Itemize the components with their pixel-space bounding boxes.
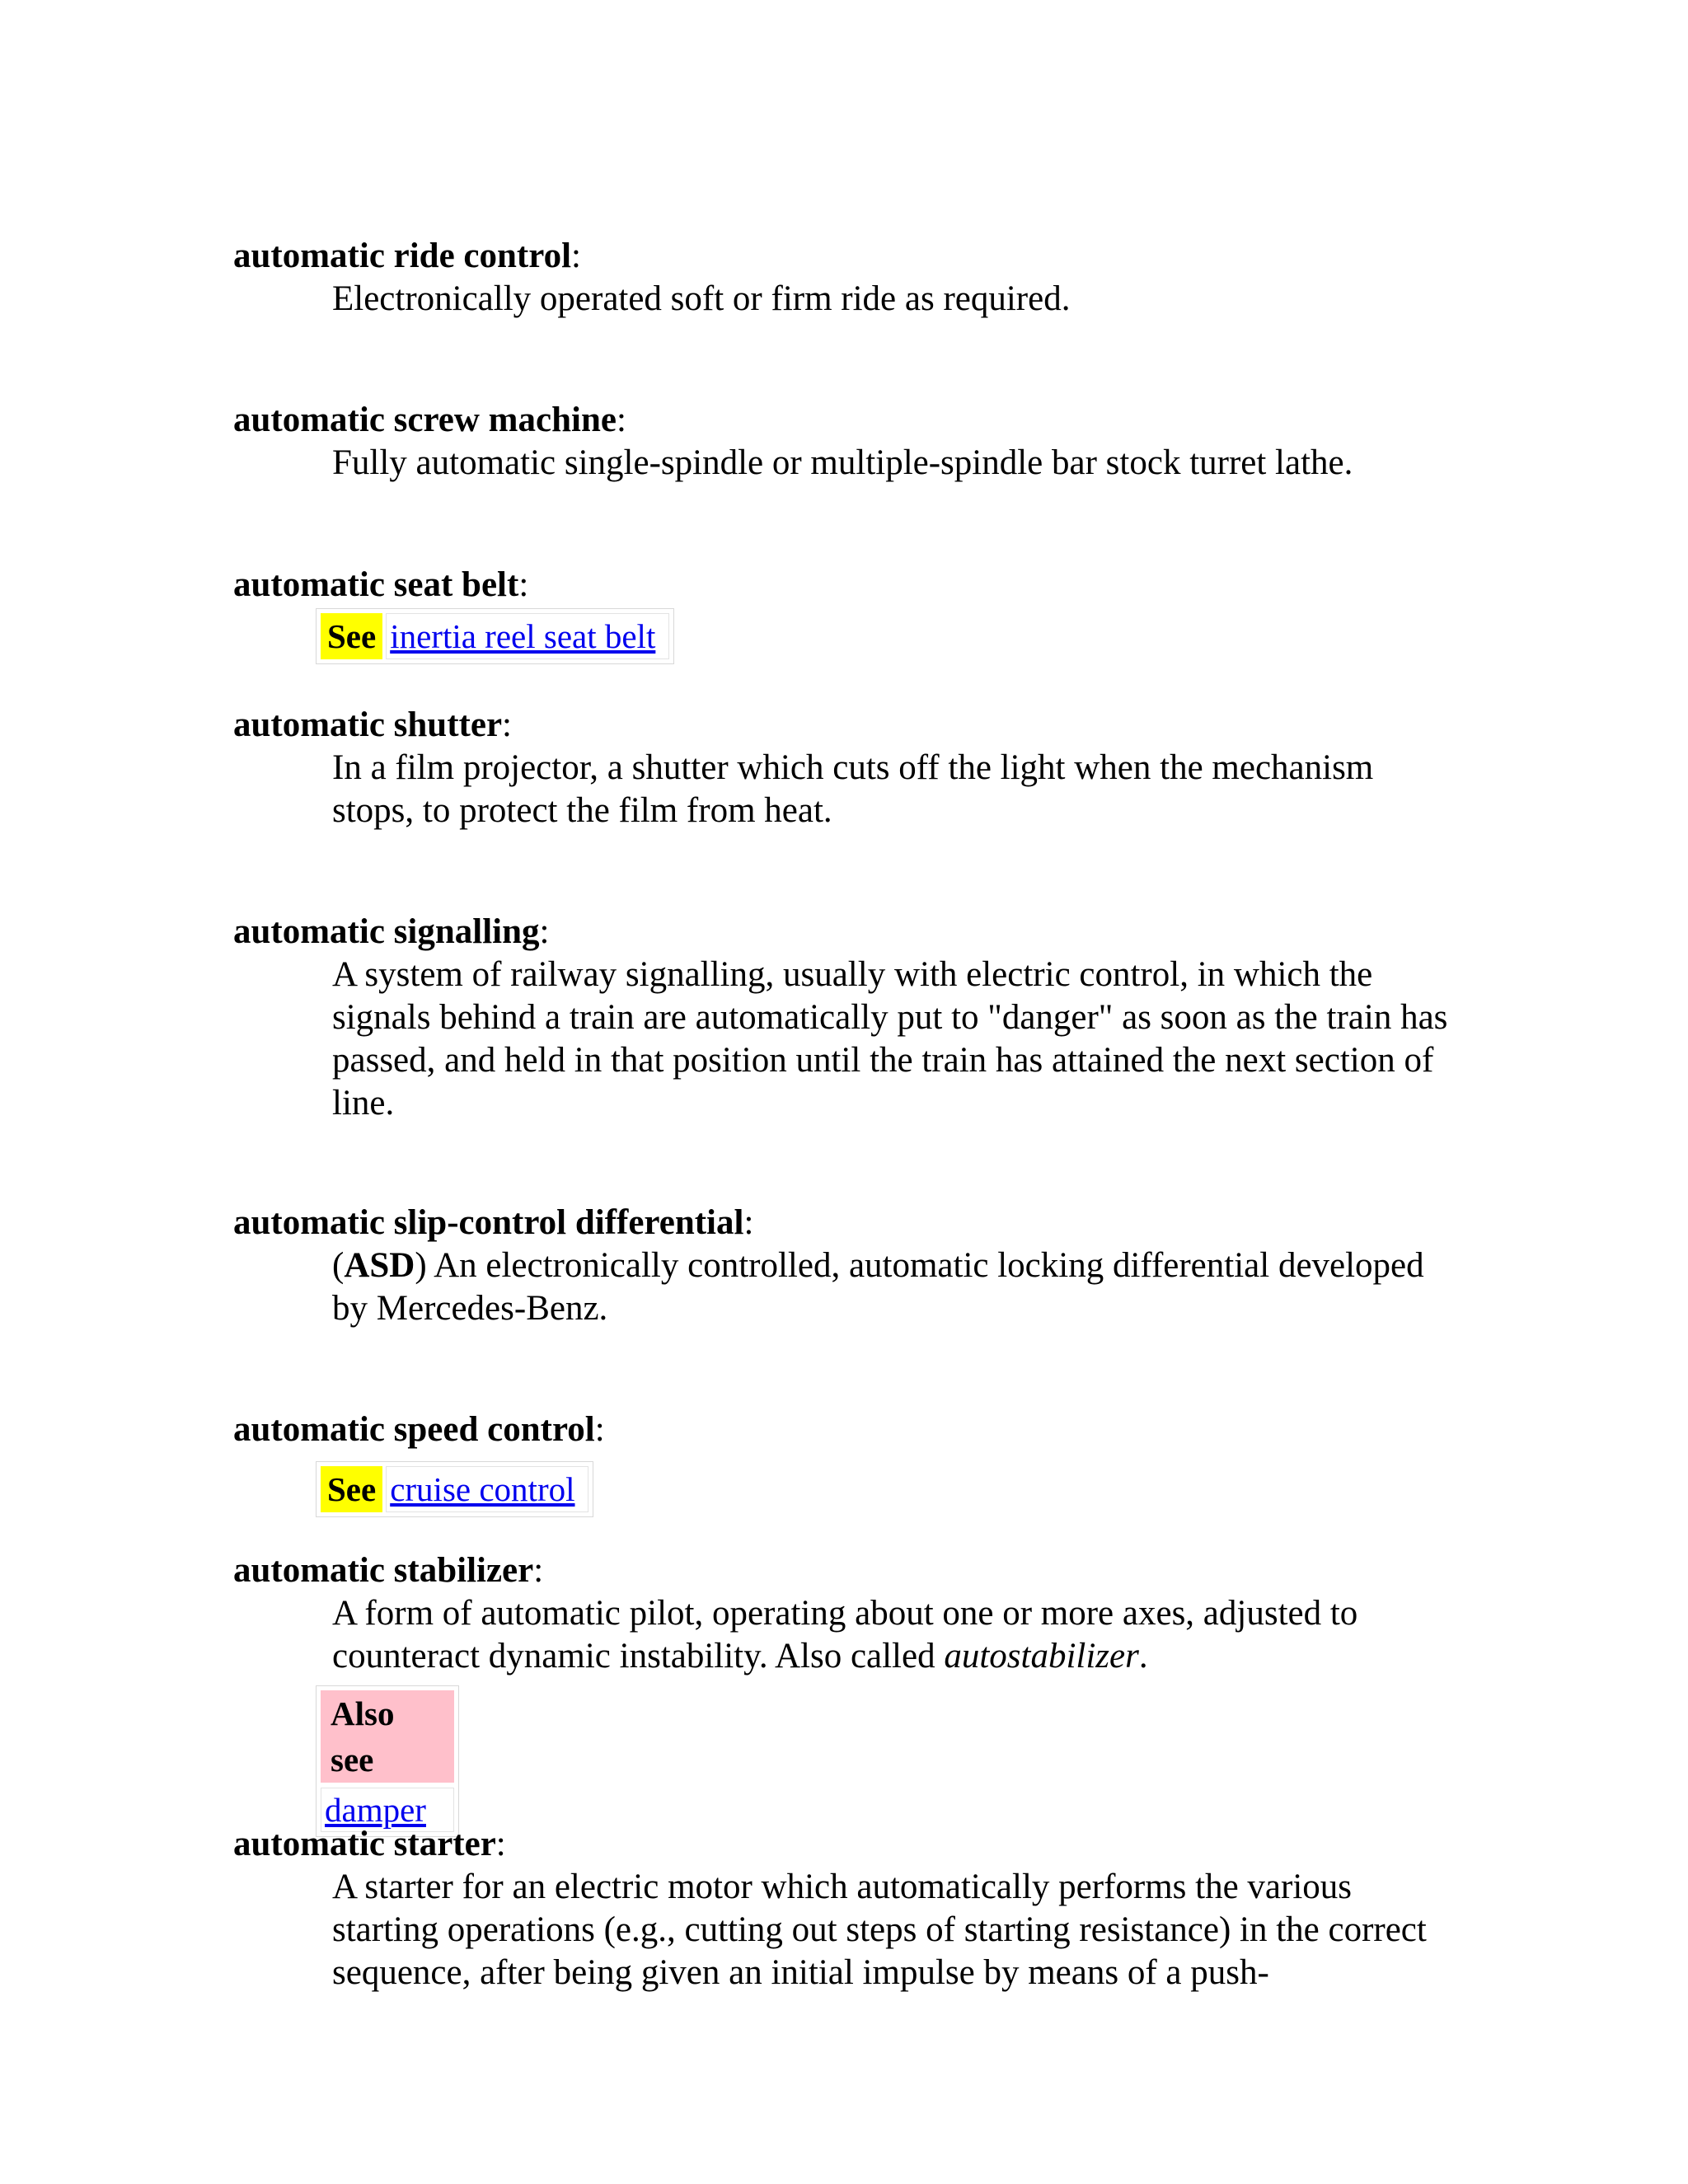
see-label: See [321,613,382,659]
entry-term-line [233,704,512,747]
entry-definition: A starter for an electric motor which automatically performs the various starting operations (e.g., cutting out steps of starting resistance) in the correct sequence, after being given an initial impulse by means of a push- [332,1868,1427,1992]
entry-term-line [233,911,549,954]
see-reference-box [316,1461,593,1517]
see-link-inertia-reel-seat-belt[interactable]: inertia reel seat belt [390,617,656,655]
entry-term: automatic ride control [233,237,572,275]
also-see-label: Also see [321,1690,454,1783]
entry-term: automatic speed control [233,1410,595,1449]
definition-text: A form of automatic pilot, operating about one or more axes, adjusted to counteract dynamic instability. Also called [332,1594,1358,1675]
entry-term: automatic seat belt [233,565,519,604]
entry-term-line [233,1549,543,1592]
space [935,1637,945,1675]
entry-definition: In a film projector, a shutter which cuts off the light when the mechanism stops, to protect the film from heat. [332,748,1374,830]
entry-definition: Electronically operated soft or firm ride as required. [332,279,1071,318]
entry-term: automatic signalling [233,912,540,951]
term-colon: : [533,1551,544,1590]
entry-term-line [233,564,528,607]
entry-definition [332,1244,1453,1330]
entry-term: automatic shutter [233,705,503,744]
term-colon: : [502,705,512,744]
see-link-cell [386,613,669,659]
entry-term-line [233,235,581,278]
see-link-cell [386,1466,588,1512]
term-colon: : [571,237,581,275]
definition-end: . [1138,1637,1148,1675]
entry-definition: A system of railway signalling, usually with electric control, in which the signals behind a train are automatically put to "danger" as soon as the train has passed, and held in that position until the train has attained the next section of line. [332,955,1448,1122]
entry-term: automatic starter [233,1825,496,1863]
entry-term-line [233,399,626,442]
entry-term: automatic slip-control differential [233,1203,744,1242]
open-paren: ( [332,1246,345,1285]
entry-term: automatic stabilizer [233,1551,534,1590]
term-colon: : [743,1203,754,1242]
alternate-term: autostabilizer [944,1637,1139,1675]
term-colon: : [495,1825,506,1863]
also-see-box [316,1685,459,1837]
see-link-cruise-control[interactable]: cruise control [390,1470,575,1508]
entry-term-line [233,1823,506,1866]
term-colon: : [594,1410,605,1449]
entry-definition [332,1592,1453,1678]
entry-definition: Fully automatic single-spindle or multiple-spindle bar stock turret lathe. [332,443,1353,482]
term-colon: : [616,401,626,439]
entry-term-line [233,1202,753,1244]
see-label: See [321,1466,382,1512]
also-see-link-damper[interactable]: damper [325,1791,426,1829]
see-reference-box [316,608,674,664]
term-colon: : [539,912,550,951]
entry-term-line [233,1408,605,1451]
close-paren: ) [415,1246,427,1285]
abbreviation: ASD [344,1246,415,1285]
entry-term: automatic screw machine [233,401,617,439]
term-colon: : [518,565,529,604]
definition-text: An electronically controlled, automatic locking differential developed by Mercedes-Benz. [332,1246,1424,1328]
space [427,1246,434,1285]
